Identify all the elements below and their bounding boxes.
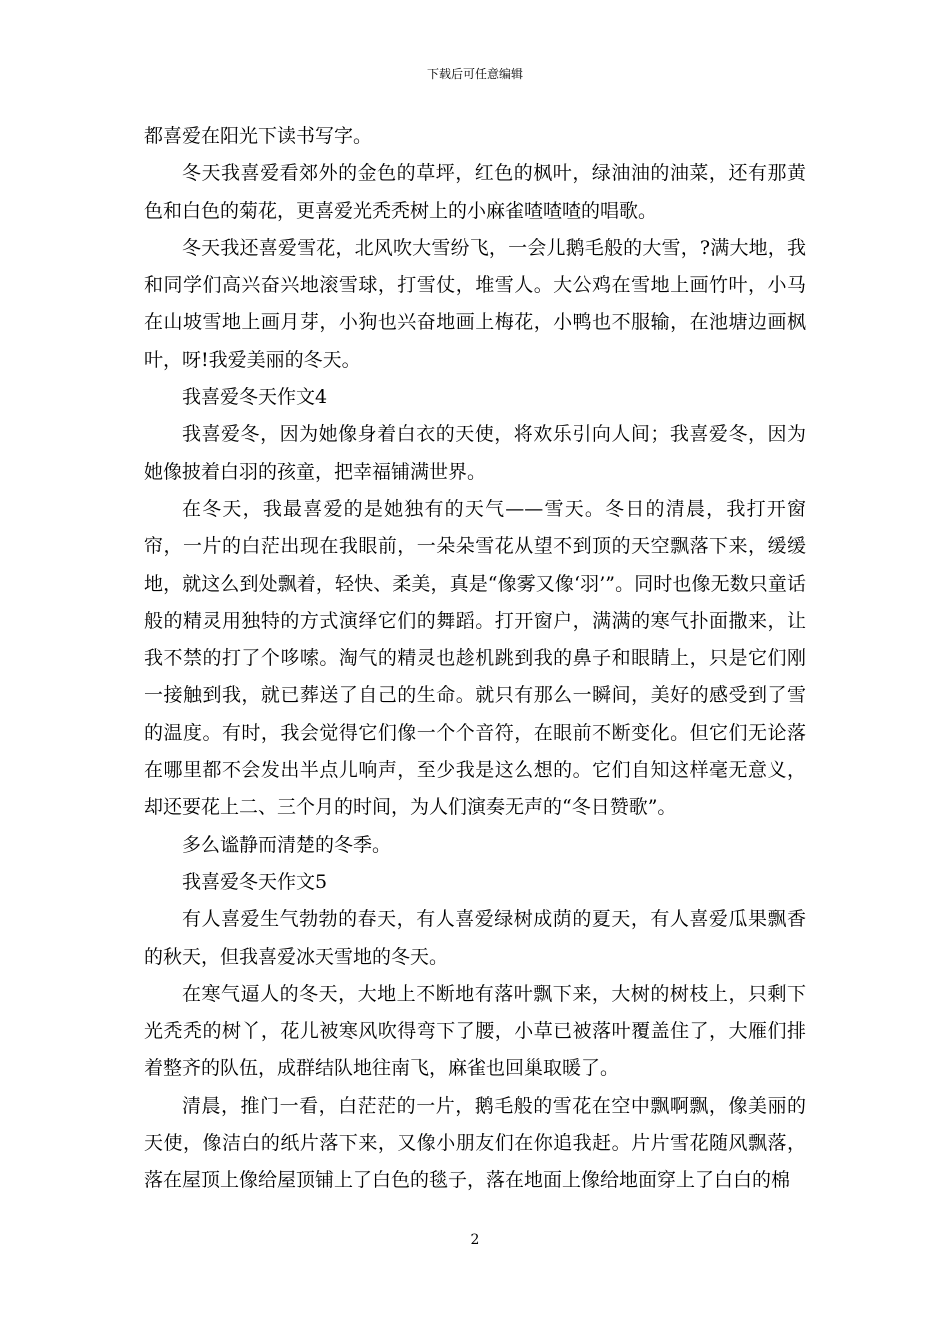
- section-heading: 我喜爱冬天作文4: [182, 386, 328, 409]
- paragraph: 我喜爱冬，因为她像身着白衣的天使，将欢乐引向人间；我喜爱冬，因为她像披着白羽的孩童，把幸福铺满世界。: [144, 423, 806, 483]
- page-number: 2: [470, 1232, 480, 1248]
- paragraph: 都喜爱在阳光下读书写字。: [144, 125, 373, 147]
- paragraph: 在寒气逼人的冬天，大地上不断地有落叶飘下来，大树的树枝上，只剩下光秃秃的树丫，花儿被寒风吹得弯下了腰，小草已被落叶覆盖住了，大雁们排着整齐的队伍，成群结队地往南飞，麻雀也回巢取暖了。: [144, 982, 806, 1080]
- page-header: 下载后可任意编辑: [426, 67, 523, 81]
- paragraph: 清晨，推门一看，白茫茫的一片，鹅毛般的雪花在空中飘啊飘，像美丽的天使，像洁白的纸片落下来，又像小朋友们在你追我赶。片片雪花随风飘落，落在屋顶上像给屋顶铺上了白色的毯子，落在地面上像给地面穿上了白白的棉: [144, 1094, 806, 1192]
- document-body: [144, 118, 806, 1200]
- section-heading: 我喜爱冬天作文5: [182, 870, 328, 893]
- paragraph: 有人喜爱生气勃勃的春天，有人喜爱绿树成荫的夏天，有人喜爱瓜果飘香的秋天，但我喜爱冰天雪地的冬天。: [144, 908, 806, 968]
- paragraph: 冬天我还喜爱雪花，北风吹大雪纷飞，一会儿鹅毛般的大雪，?满大地，我和同学们高兴奋兴地滚雪球，打雪仗，堆雪人。大公鸡在雪地上画竹叶，小马在山坡雪地上画月芽，小狗也兴奋地画上梅花，小鸭也不服输，在池塘边画枫叶，呀!我爱美丽的冬天。: [144, 236, 806, 371]
- paragraph: 冬天我喜爱看郊外的金色的草坪，红色的枫叶，绿油油的油菜，还有那黄色和白色的菊花，更喜爱光秃秃树上的小麻雀喳喳喳的唱歌。: [144, 162, 806, 222]
- paragraph: 在冬天，我最喜爱的是她独有的天气——雪天。冬日的清晨，我打开窗帘，一片的白茫出现在我眼前，一朵朵雪花从望不到顶的天空飘落下来，缓缓地，就这么到处飘着，轻快、柔美，真是“像雾又像‘羽’”。同时也像无数只童话般的精灵用独特的方式演绎它们的舞蹈。打开窗户，满满的寒气扑面撒来，让我不禁的打了个哆嗦。淘气的精灵也趁机跳到我的鼻子和眼睛上，只是它们刚一接触到我，就已葬送了自己的生命。就只有那么一瞬间，美好的感受到了雪的温度。有时，我会觉得它们像一个个音符，在眼前不断变化。但它们无论落在哪里都不会发出半点儿响声，至少我是这么想的。它们自知这样毫无意义，却还要花上二、三个月的时间，为人们演奏无声的“冬日赞歌”。: [144, 497, 806, 819]
- paragraph: 多么谧静而清楚的冬季。: [182, 833, 392, 856]
